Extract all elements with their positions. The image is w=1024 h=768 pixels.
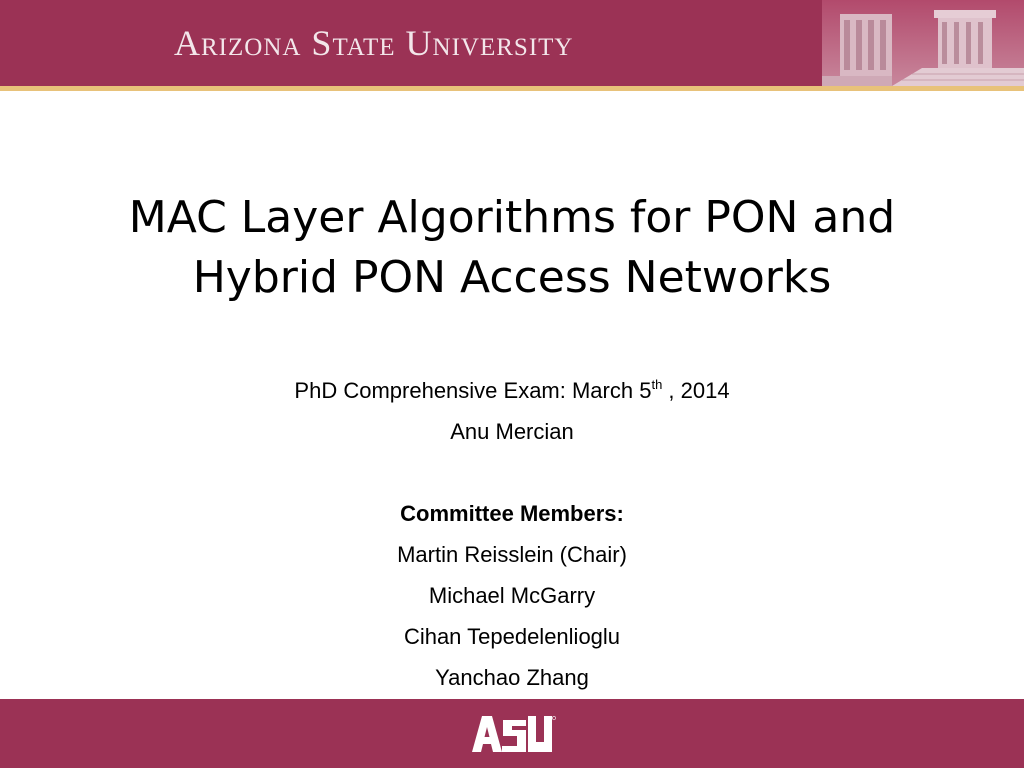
exam-suffix: , 2014 — [662, 378, 730, 403]
subtitle-block — [112, 370, 912, 698]
slide-title-line-2: Hybrid PON Access Networks — [192, 252, 832, 303]
committee-member: Martin Reisslein (Chair) — [397, 542, 627, 567]
committee-member: Michael McGarry — [428, 583, 596, 608]
exam-date-line — [112, 370, 912, 411]
spacer — [112, 452, 912, 493]
exam-superscript: th — [651, 377, 663, 392]
campus-building-photo — [822, 0, 1024, 86]
header-band — [0, 0, 1024, 86]
university-name: Arizona State University — [174, 23, 574, 63]
slide-title-line-1: MAC Layer Algorithms for PON and — [128, 192, 896, 243]
slide-title — [20, 188, 1004, 308]
asu-logo — [470, 714, 556, 754]
committee-member: Yanchao Zhang — [435, 665, 589, 690]
author-name: Anu Mercian — [450, 419, 574, 444]
exam-prefix: PhD Comprehensive Exam: March 5 — [294, 378, 652, 403]
committee-heading: Committee Members: — [400, 501, 624, 526]
committee-member: Cihan Tepedelenlioglu — [403, 624, 621, 649]
header-accent-line — [0, 86, 1024, 91]
